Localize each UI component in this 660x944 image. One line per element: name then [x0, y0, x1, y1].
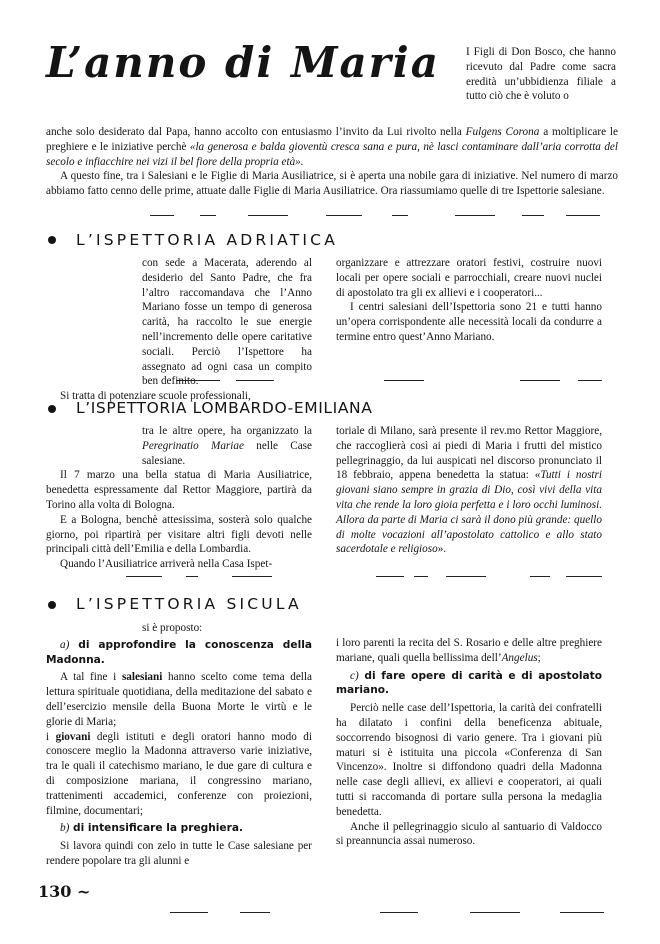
sicula-point-c-p1: Perciò nelle case dell’Ispettoria, la carità dei confratelli ha dilatato i confini della beneficenza abituale, soccorrendo bisognosi di vario genere. Tra i giovani più maturi si è istituita una piccola «Conferenza di San Vincenzo». Inoltre si diffondono quadri della Madonna nelle case degli allievi, ex allievi e cooperatori, ai quali tutti si raccomanda di portare sulla persona la medaglia benedetta.	[336, 702, 602, 818]
separator-rule	[376, 576, 404, 577]
separator-rule	[522, 215, 544, 216]
lombardo-left-column	[46, 424, 312, 572]
adriatica-right-p2: I centri salesiani dell’Ispettoria sono 21 e tutti hanno un’opera corrispondente alle necessità locali da condurre a termine entro quest’Anno Mariano.	[336, 301, 602, 343]
adriatica-right-p1: organizzare e attrezzare oratori festivi, costruire nuovi locali per opere sociali e parrocchiali, creare nuovi nuclei di apostolato tra gli ex allievi e i cooperatori...	[336, 257, 602, 299]
separator-rule	[200, 215, 216, 216]
separator-rule	[236, 380, 274, 381]
sicula-right-p1: i loro parenti la recita del S. Rosario e delle altre preghiere mariane, quali quella bellissima dell’Angelus;	[336, 637, 602, 664]
lombardo-left-p2: Il 7 marzo una bella statua di Maria Ausiliatrice, benedetta espressamente dal Rettor Maggiore, partirà da Torino alla volta di Bologna.	[46, 469, 312, 511]
section-bullet-icon	[48, 601, 56, 609]
section-bullet-icon	[48, 236, 56, 244]
separator-rule	[126, 576, 162, 577]
separator-rule	[186, 576, 198, 577]
adriatica-left-column	[46, 256, 312, 404]
rector-quote: Tutti i nostri giovani siano sempre in grazia di Dio, così vivi della vita vita che rende la loro gioia perfetta e i loro occhi luminosi. Allora da parte di Maria ci sarà il dono più grande: quello di molte vocazioni all’apostolato cattolico e allo stato sacerdotale e religioso	[336, 469, 602, 556]
sicula-right-column	[336, 636, 602, 849]
separator-rule	[326, 215, 362, 216]
sicula-point-a-title: a) di approfondire la conoscenza della Madonna.	[46, 638, 312, 666]
intro-right-text: I Figli di Don Bosco, che hanno ricevuto dal Padre come sacra eredità un’ubbidienza filiale a tutto ciò che è voluto o	[466, 46, 616, 103]
page-title: L’anno di Maria	[46, 38, 440, 87]
separator-rule	[384, 380, 424, 381]
separator-rule	[150, 215, 174, 216]
section-heading-adriatica: L’ISPETTORIA ADRIATICA	[76, 231, 338, 249]
lombardo-right-p1: toriale di Milano, sarà presente il rev.mo Rettor Maggiore, che raccoglierà così ai piedi di Maria i frutti del mistico pellegrinaggio, da lui auspicati nel discorso pronunciato il 18 febbraio, appena benedetta la statua: «Tutti i nostri giovani siano sempre in grazia di Dio, così vivi della vita vita che rende la loro gioia perfetta e i loro occhi luminosi. Allora da parte di Maria ci sarà il dono più grande: quello di molte vocazioni all’apostolato cattolico e allo stato sacerdotale e religioso».	[336, 425, 602, 556]
peregrinatio-mariae: Peregrinatio Mariae	[142, 439, 244, 452]
section-heading-lombardo: L’ISPETTORIA LOMBARDO-EMILIANA	[76, 399, 373, 417]
lombardo-left-p1: tra le altre opere, ha organizzato la Peregrinatio Mariae nelle Case salesiane.	[142, 425, 312, 467]
separator-rule	[414, 576, 428, 577]
page-number: 130 ~	[38, 882, 91, 901]
separator-rule	[392, 215, 408, 216]
adriatica-left-p1: con sede a Macerata, aderendo al desiderio del Santo Padre, che fra l’altro raccomandava che l’Anno Mariano fosse un tempo di generosa carità, ha raccolto le sue energie nell’incremento delle opere caritative sociali. Perciò l’Ispettore ha assegnato ad ogni casa un compito ben definito.	[142, 257, 312, 388]
adriatica-right-column	[336, 256, 602, 345]
separator-rule	[380, 912, 418, 913]
intro-paragraph-2: A questo fine, tra i Salesiani e le Figlie di Maria Ausiliatrice, si è aperta una nobile gara di iniziative. Nel numero di marzo abbiamo fatto cenno delle prime, attuate dalle Figlie di Maria Ausiliatrice. Ora riassumiamo quelle di tre Ispettorie salesiane.	[46, 170, 618, 198]
separator-rule	[530, 576, 550, 577]
separator-rule	[240, 912, 270, 913]
intro-block	[46, 125, 618, 199]
section-bullet-icon	[48, 405, 56, 413]
lombardo-right-column	[336, 424, 602, 557]
sicula-point-c-p2: Anche il pellegrinaggio siculo al santuario di Valdocco si preannuncia assai numeroso.	[336, 820, 602, 848]
separator-rule	[520, 380, 560, 381]
lombardo-left-p4: Quando l’Ausiliatrice arriverà nella Casa Ispet-	[60, 558, 273, 571]
separator-rule	[578, 380, 602, 381]
intro-paragraph-1: anche solo desiderato dal Papa, hanno accolto con entusiasmo l’invito da Lui rivolto nella Fulgens Corona a moltiplicare le preghiere e le iniziative perchè «la generosa e balda gioventù cresca sana e pura, nè lasci contaminare dall’aria corrotta del secolo e infiacchire nei vizi il bel fiore della propria età».	[46, 126, 619, 168]
separator-rule	[170, 912, 208, 913]
separator-rule	[446, 576, 486, 577]
separator-rule	[248, 215, 288, 216]
sicula-lead: si è proposto:	[142, 622, 203, 634]
lombardo-left-p3: E a Bologna, benchè attesissima, sosterà solo qualche giorno, poi ripartirà per visitare altri figli devoti nelle principali città dell’Emilia e della Lombardia.	[46, 513, 312, 556]
adriatica-left-p2: Si tratta di potenziare scuole professionali,	[60, 390, 251, 403]
separator-rule	[232, 576, 272, 577]
separator-rule	[455, 215, 495, 216]
sicula-point-a-p2: i giovani degli istituti e degli oratori hanno modo di conoscere meglio la Madonna attraverso varie iniziative, tra le quali il catechismo mariano, le due gare di cultura e di composizione mariana, il congressino mariano, trattenimenti accademici, conferenze con proiezioni, filmine, documentari;	[46, 730, 313, 817]
section-heading-sicula: L’ISPETTORIA SICULA	[76, 595, 302, 613]
sicula-left-column	[46, 621, 312, 869]
separator-rule	[176, 380, 220, 381]
separator-rule	[566, 576, 602, 577]
separator-rule	[560, 912, 604, 913]
separator-rule	[470, 912, 520, 913]
sicula-point-b-p1: Si lavora quindi con zelo in tutte le Case salesiane per rendere popolare tra gli alunni e	[46, 840, 312, 867]
sicula-point-b-title: b) di intensificare la preghiera.	[60, 822, 243, 835]
sicula-point-c-title: c) di fare opere di carità e di apostolato mariano.	[336, 669, 602, 697]
sicula-point-a-p1: A tal fine i salesiani hanno scelto come tema della lettura spirituale quotidiana, della meditazione del sabato e dell’esercizio mensile della Buona Morte le virtù e le glorie di Maria;	[46, 671, 312, 728]
separator-rule	[566, 215, 600, 216]
